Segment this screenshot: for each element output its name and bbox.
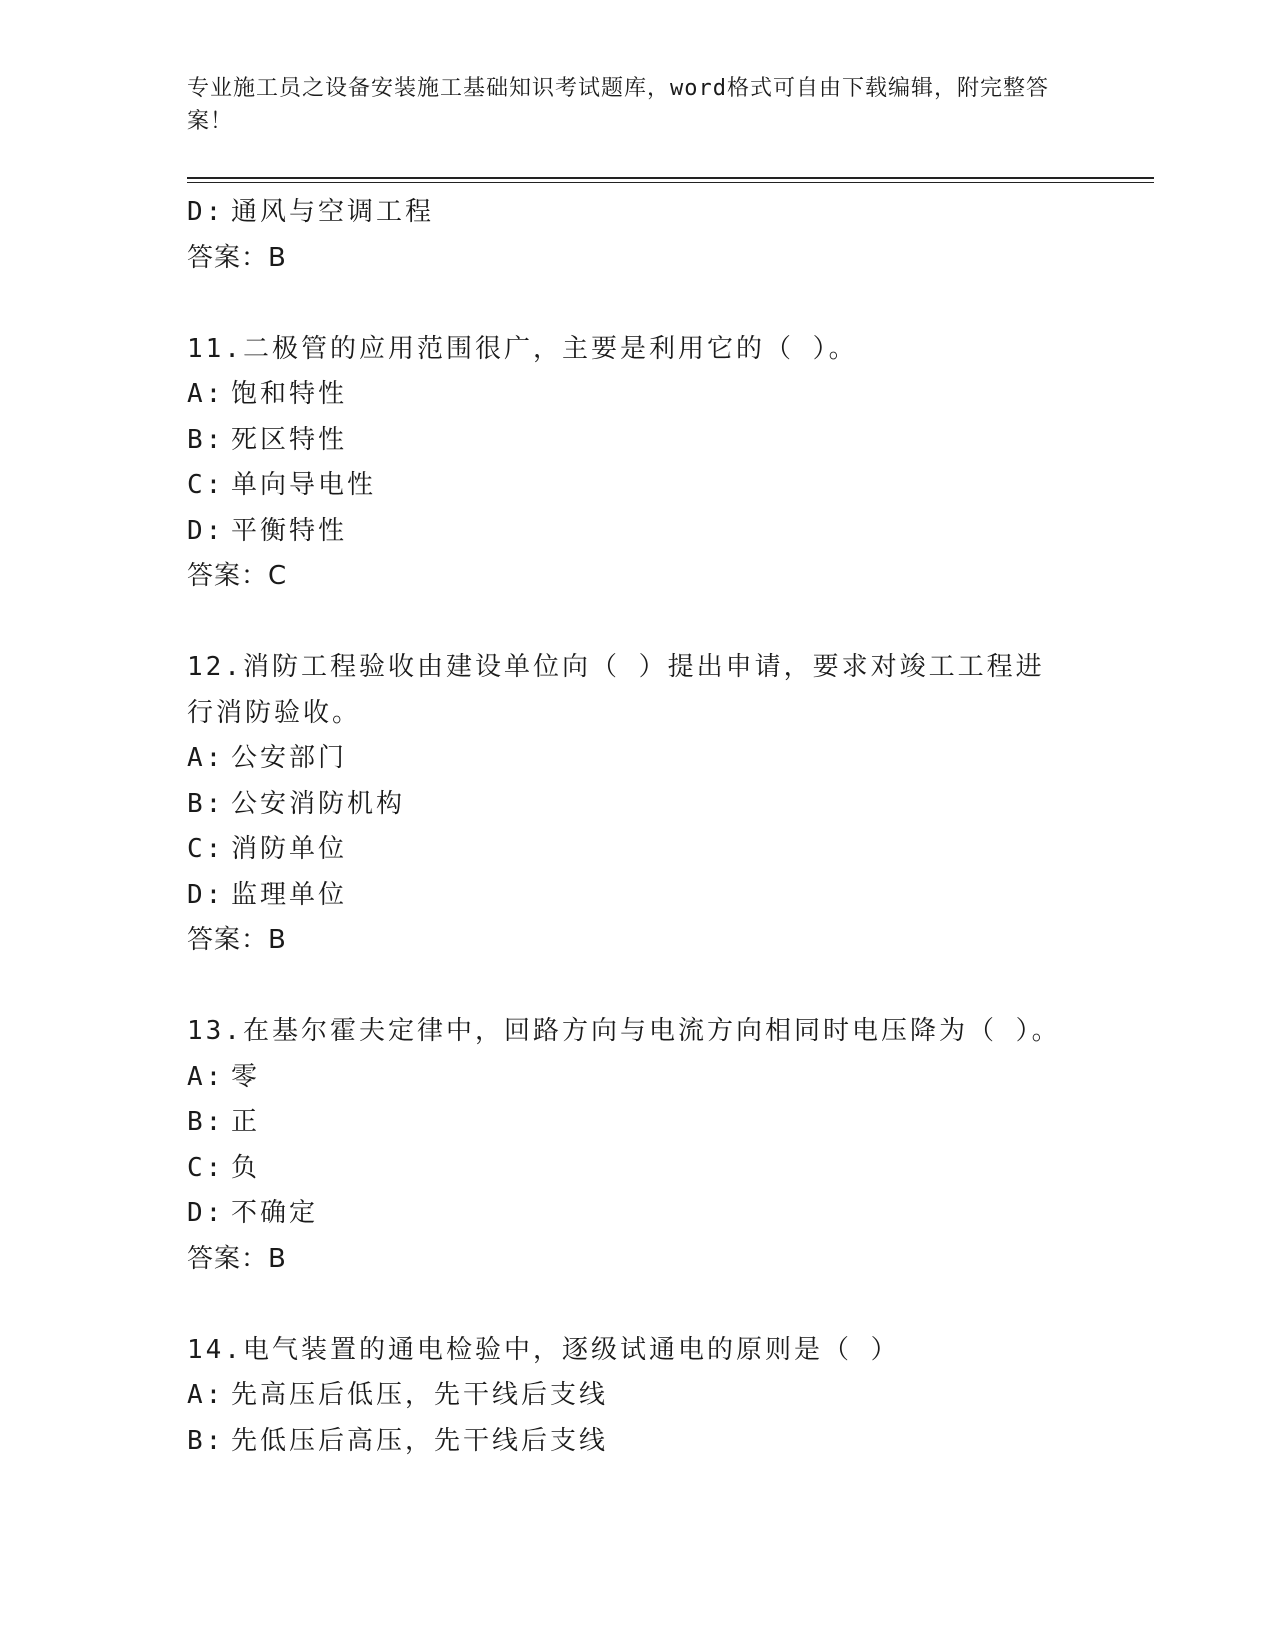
option-letter: D: bbox=[187, 879, 225, 910]
answer-line: 答案：B bbox=[187, 1243, 287, 1274]
option-text: 公安部门 bbox=[231, 743, 348, 773]
option-text: 通风与空调工程 bbox=[231, 197, 435, 227]
option-text: 不确定 bbox=[231, 1198, 319, 1228]
option-item bbox=[187, 1055, 1087, 1101]
spacer bbox=[187, 964, 1087, 1010]
option-item bbox=[187, 1100, 1087, 1146]
option-item bbox=[187, 418, 1087, 464]
option-letter: B: bbox=[187, 788, 225, 819]
question-list bbox=[187, 190, 1087, 1464]
document-header bbox=[187, 72, 1067, 138]
option-letter: C: bbox=[187, 1152, 225, 1183]
option-letter: D: bbox=[187, 515, 225, 546]
option-letter: B: bbox=[187, 1425, 225, 1456]
option-item bbox=[187, 873, 1087, 919]
option-item bbox=[187, 736, 1087, 782]
option-letter: B: bbox=[187, 1107, 225, 1137]
option-text: 先高压后低压，先干线后支线 bbox=[231, 1380, 609, 1410]
question-stem: 13.在基尔霍夫定律中，回路方向与电流方向相同时电压降为（ ）。 bbox=[187, 1016, 1061, 1046]
spacer bbox=[187, 281, 1087, 327]
option-item bbox=[187, 1373, 1087, 1419]
question-stem: 11.二极管的应用范围很广，主要是利用它的（ ）。 bbox=[187, 333, 858, 364]
option-text: 零 bbox=[231, 1061, 261, 1092]
option-item bbox=[187, 190, 1087, 236]
option-letter: A: bbox=[187, 379, 225, 409]
option-text: 监理单位 bbox=[231, 879, 348, 910]
option-item bbox=[187, 1146, 1087, 1192]
option-item bbox=[187, 827, 1087, 873]
option-letter: A: bbox=[187, 1380, 225, 1410]
option-text: 饱和特性 bbox=[231, 379, 348, 409]
option-letter: C: bbox=[187, 470, 225, 500]
option-text: 公安消防机构 bbox=[231, 788, 406, 819]
option-text: 正 bbox=[231, 1107, 261, 1137]
option-text: 消防单位 bbox=[231, 834, 348, 864]
option-letter: C: bbox=[187, 834, 225, 864]
option-item bbox=[187, 463, 1087, 509]
header-title: 专业施工员之设备安装施工基础知识考试题库，word格式可自由下载编辑，附完整答案！ bbox=[187, 76, 1049, 134]
option-text: 先低压后高压，先干线后支线 bbox=[231, 1425, 609, 1456]
option-letter: D: bbox=[187, 197, 225, 227]
answer-line: 答案：B bbox=[187, 242, 287, 273]
answer-line: 答案：C bbox=[187, 561, 288, 591]
header-rule-thick bbox=[187, 177, 1154, 179]
question-stem: 12.消防工程验收由建设单位向（ ）提出申请，要求对竣工工程进行消防验收。 bbox=[187, 652, 1045, 728]
header-rule-thin bbox=[187, 182, 1154, 183]
option-letter: D: bbox=[187, 1198, 225, 1228]
option-item bbox=[187, 782, 1087, 828]
option-text: 平衡特性 bbox=[231, 515, 348, 546]
option-letter: A: bbox=[187, 1061, 225, 1092]
question-stem: 14.电气装置的通电检验中，逐级试通电的原则是（ ） bbox=[187, 1334, 900, 1365]
option-item bbox=[187, 372, 1087, 418]
option-text: 单向导电性 bbox=[231, 470, 377, 500]
option-letter: B: bbox=[187, 424, 225, 455]
spacer bbox=[187, 1282, 1087, 1328]
option-item bbox=[187, 1419, 1087, 1465]
option-letter: A: bbox=[187, 743, 225, 773]
option-text: 负 bbox=[231, 1152, 261, 1183]
spacer bbox=[187, 600, 1087, 646]
option-text: 死区特性 bbox=[231, 424, 348, 455]
option-item bbox=[187, 1191, 1087, 1237]
answer-line: 答案：B bbox=[187, 925, 287, 955]
option-item bbox=[187, 509, 1087, 555]
